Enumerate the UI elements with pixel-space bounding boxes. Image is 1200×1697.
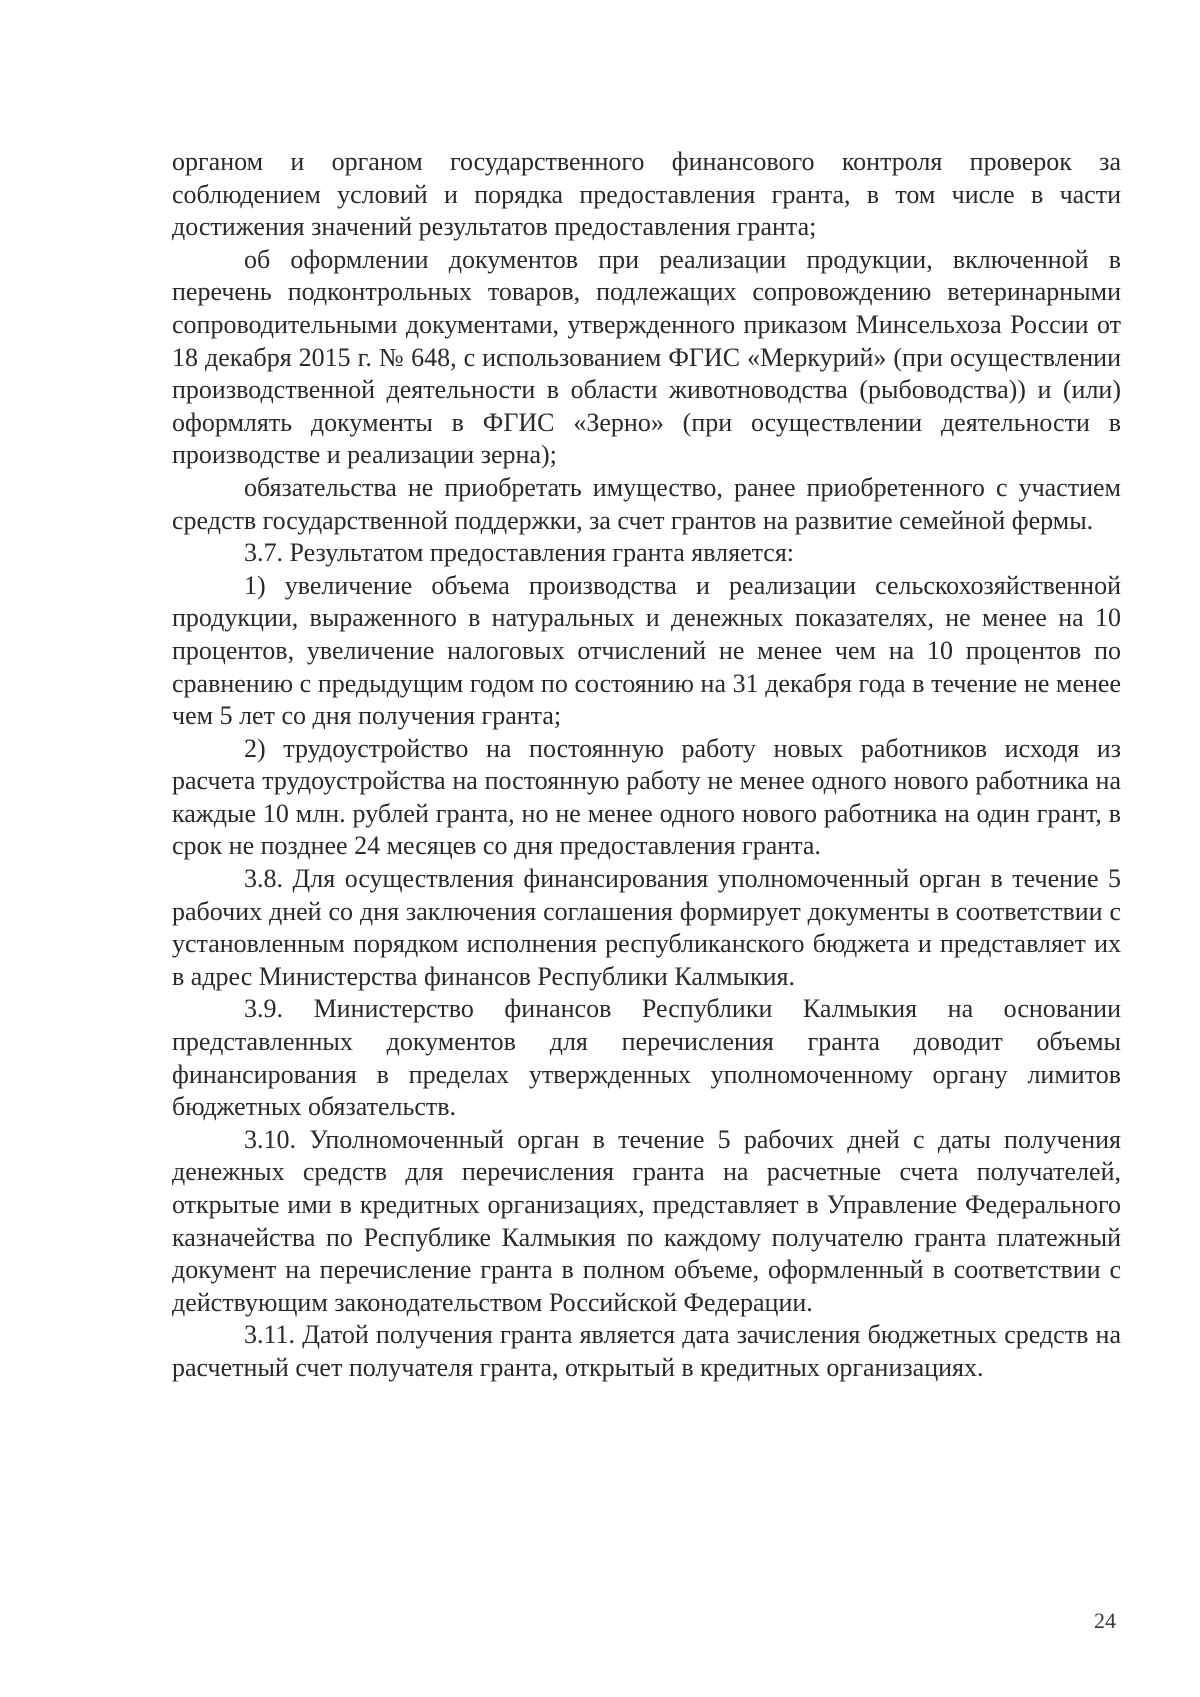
paragraph-document-registration: об оформлении документов при реализации продукции, включенной в перечень подконтрольных товаров, подлежащих сопровождению ветеринарными сопроводительными документами, утвержденного приказом Минсельхоза России от 18 декабря 2015 г. № 648, с использованием ФГИС «Меркурий» (при осуществлении производственной деятельности в области животноводства (рыбоводства)) и (или) оформлять документы в ФГИС «Зерно» (при осуществлении деятельности в производстве и реализации зерна); [172,244,1121,470]
paragraph-section-3-11: 3.11. Датой получения гранта является дата зачисления бюджетных средств на расчетный счет получателя гранта, открытый в кредитных организациях. [172,1320,1121,1382]
paragraph-property-obligation: обязательства не приобретать имущество, ранее приобретенного с участием средств государственной поддержки, за счет грантов на развитие семейной фермы. [172,472,1121,535]
paragraph-result-2: 2) трудоустройство на постоянную работу новых работников исходя из расчета трудоустройства на постоянную работу не менее одного нового работника на каждые 10 млн. рублей гранта, но не менее одного нового работника на один грант, в срок не позднее 24 месяцев со дня предоставления гранта. [172,733,1121,861]
document-body [172,146,1121,1385]
paragraph-result-1: 1) увеличение объема производства и реализации сельскохозяйственной продукции, выраженного в натуральных и денежных показателях, не менее на 10 процентов, увеличение налоговых отчислений не менее чем на 10 процентов по сравнению с предыдущим годом по состоянию на 31 декабря года в течение не менее чем 5 лет со дня получения гранта; [172,570,1121,731]
paragraph-section-3-10: 3.10. Уполномоченный орган в течение 5 рабочих дней с даты получения денежных средств для перечисления гранта на расчетные счета получателей, открытые ими в кредитных организациях, представляет в Управление Федерального казначейства по Республике Калмыкия по каждому получателю гранта платежный документ на перечисление гранта в полном объеме, оформленный в соответствии с действующим законодательством Российской Федерации. [172,1124,1121,1317]
paragraph-continuation: органом и органом государственного финансового контроля проверок за соблюдением условий и порядка предоставления гранта, в том числе в части достижения значений результатов предоставления гранта; [172,147,1121,242]
paragraph-section-3-7: 3.7. Результатом предоставления гранта является: [244,538,795,568]
paragraph-section-3-9: 3.9. Министерство финансов Республики Калмыкия на основании представленных документов для перечисления гранта доводит объемы финансирования в пределах утвержденных уполномоченному органу лимитов бюджетных обязательств. [172,994,1121,1122]
paragraph-section-3-8: 3.8. Для осуществления финансирования уполномоченный орган в течение 5 рабочих дней со дня заключения соглашения формирует документы в соответствии с установленным порядком исполнения республиканского бюджета и представляет их в адрес Министерства финансов Республики Калмыкия. [172,864,1121,991]
page-number: 24 [1094,1608,1116,1633]
